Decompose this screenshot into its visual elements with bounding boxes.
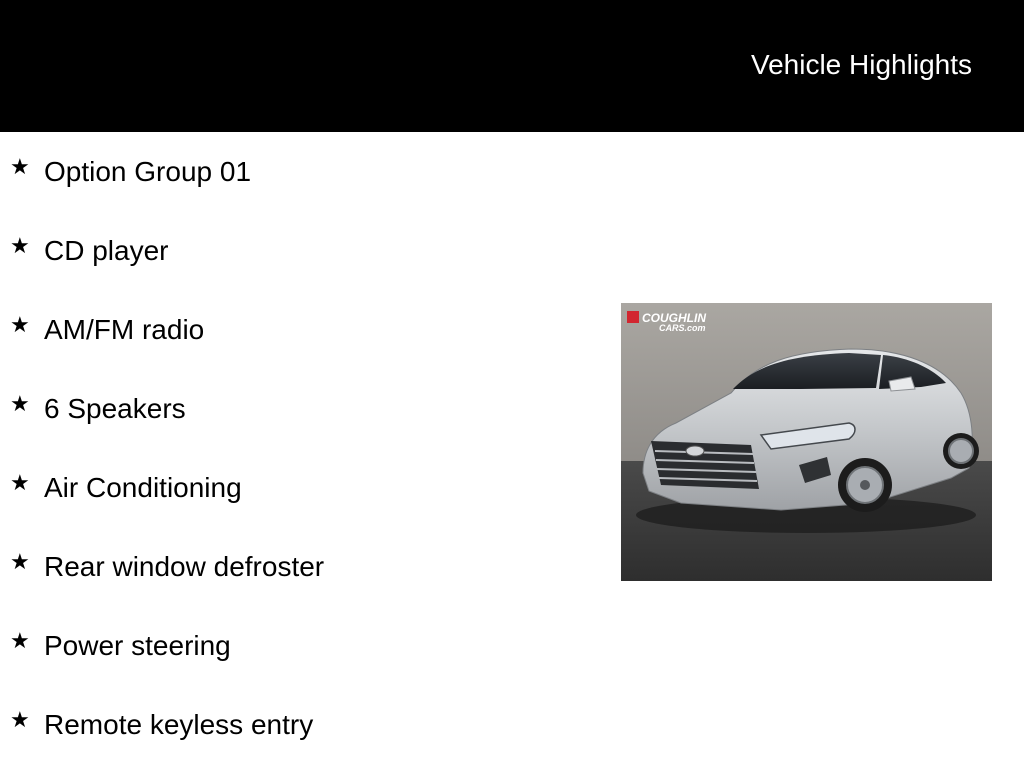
- feature-label: Rear window defroster: [44, 551, 325, 582]
- header-bar: [0, 0, 1024, 132]
- watermark-icon: [627, 311, 639, 323]
- star-icon: ★: [10, 391, 30, 416]
- feature-item: [0, 296, 600, 375]
- feature-item: [0, 454, 600, 533]
- feature-label: AM/FM radio: [44, 314, 205, 345]
- feature-item: [0, 612, 600, 691]
- watermark-line2: CARS.com: [659, 323, 706, 333]
- vehicle-photo: [621, 303, 992, 581]
- feature-item: [0, 138, 600, 217]
- watermark-line1: COUGHLIN: [642, 311, 706, 325]
- feature-item: [0, 375, 600, 454]
- feature-item: [0, 533, 600, 612]
- car-grille: [651, 441, 759, 489]
- feature-label: 6 Speakers: [44, 393, 186, 424]
- car-logo: [686, 446, 704, 456]
- page-title: Vehicle Highlights: [750, 49, 972, 80]
- feature-item: [0, 217, 600, 296]
- feature-label: Power steering: [44, 630, 231, 661]
- star-icon: ★: [10, 312, 30, 337]
- feature-list: [0, 138, 600, 770]
- star-icon: ★: [10, 233, 30, 258]
- feature-label: Air Conditioning: [44, 472, 242, 503]
- feature-item: [0, 691, 600, 770]
- feature-label: Option Group 01: [44, 156, 252, 187]
- star-icon: ★: [10, 470, 30, 495]
- feature-label: Remote keyless entry: [44, 709, 314, 740]
- star-icon: ★: [10, 154, 30, 179]
- star-icon: ★: [10, 549, 30, 574]
- feature-label: CD player: [44, 235, 169, 266]
- star-icon: ★: [10, 707, 30, 732]
- star-icon: ★: [10, 628, 30, 653]
